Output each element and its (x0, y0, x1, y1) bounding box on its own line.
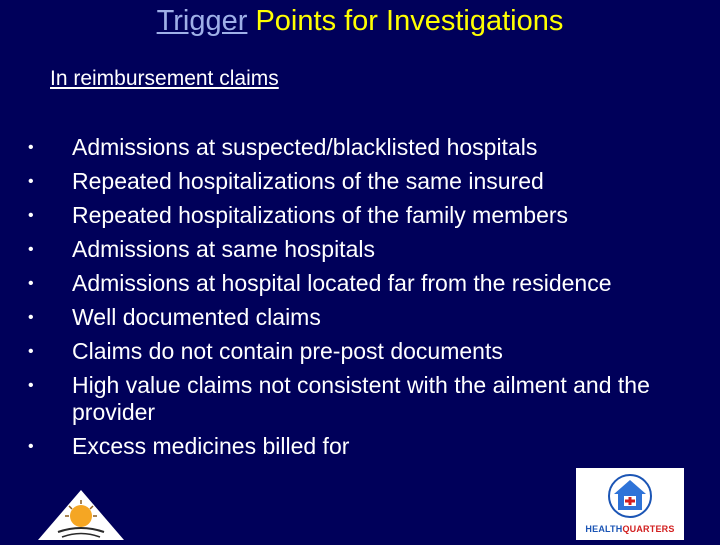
slide-title (0, 4, 720, 38)
bullet-text: Admissions at same hospitals (72, 236, 375, 262)
bullet-icon: • (28, 377, 34, 394)
bullet-item (28, 236, 708, 263)
sun-emblem-icon (36, 488, 126, 540)
title-link[interactable]: Trigger (156, 5, 248, 37)
bullet-icon: • (28, 343, 34, 360)
bullet-icon: • (28, 309, 34, 326)
healthquarters-wordmark: HEALTHQUARTERS (585, 524, 675, 534)
bullet-text: High value claims not consistent with the ailment and the provider (72, 372, 650, 425)
bullet-item (28, 433, 708, 460)
bullet-text: Repeated hospitalizations of the same insured (72, 168, 544, 194)
bullet-icon: • (28, 173, 34, 190)
house-cross-icon (576, 468, 684, 524)
bullet-icon: • (28, 438, 34, 455)
bullet-icon: • (28, 207, 34, 224)
bullet-text: Admissions at suspected/blacklisted hospitals (72, 134, 538, 160)
title-text: Points for Investigations (247, 5, 564, 37)
bullet-icon: • (28, 275, 34, 292)
slide-subtitle: In reimbursement claims (50, 67, 279, 90)
healthquarters-logo (576, 468, 684, 540)
bullet-text: Excess medicines billed for (72, 433, 350, 459)
bullet-item (28, 338, 708, 365)
bullet-item (28, 372, 708, 426)
bullet-icon: • (28, 139, 34, 156)
bullet-list (28, 134, 708, 467)
bullet-text: Repeated hospitalizations of the family members (72, 202, 569, 228)
bullet-text: Well documented claims (72, 304, 321, 330)
bullet-text: Admissions at hospital located far from the residence (72, 270, 612, 296)
bullet-item (28, 168, 708, 195)
bullet-item (28, 304, 708, 331)
bullet-item (28, 134, 708, 161)
bullet-icon: • (28, 241, 34, 258)
bullet-text: Claims do not contain pre-post documents (72, 338, 503, 364)
bullet-item (28, 270, 708, 297)
bullet-item (28, 202, 708, 229)
